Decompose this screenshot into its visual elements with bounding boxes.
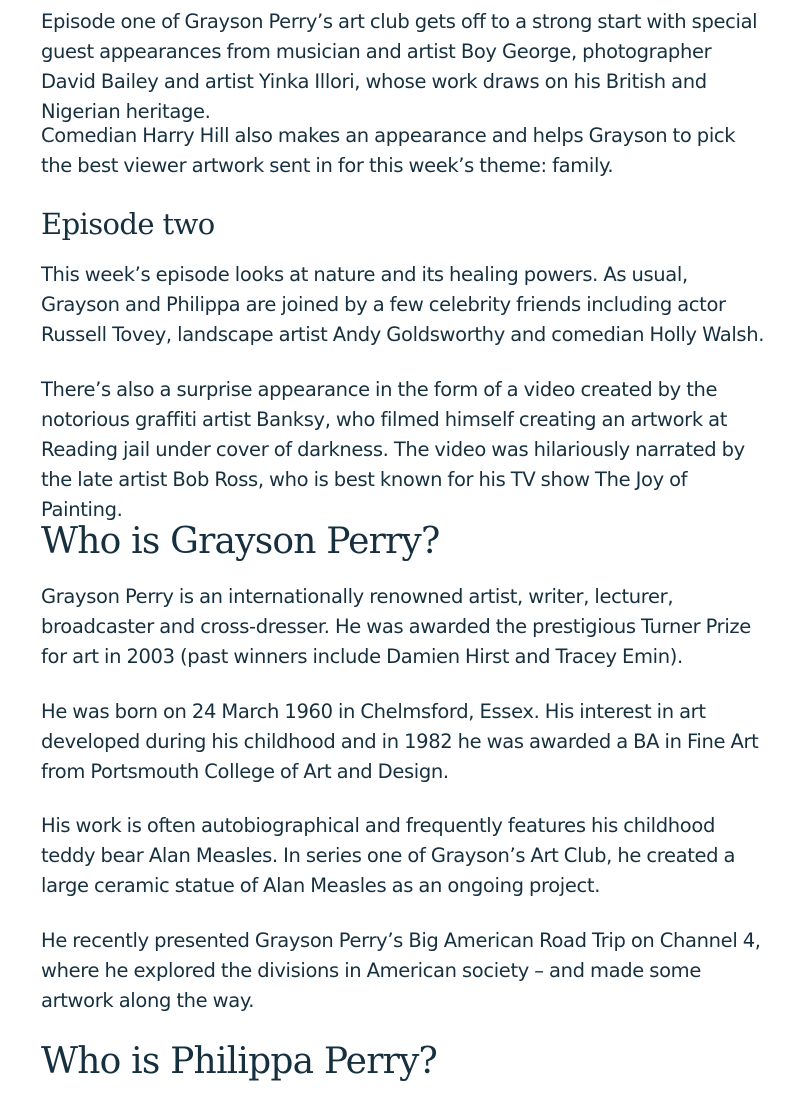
grayson-paragraph-bio: Grayson Perry is an internationally renowned artist, writer, lecturer, broadcaster and cross-dresser. He was awarded the prestigious Turner Prize for art in 2003 (past winners include Damien Hirst and Tracey Emin). — [41, 585, 751, 668]
episode-two-heading: Episode two — [41, 207, 215, 241]
episode-two-paragraph-banksy: There’s also a surprise appearance in the form of a video created by the notorious graffiti artist Banksy, who filmed himself creating an artwork at Reading jail under cover of darkness. The video was hilariously narrated by the late artist Bob Ross, who is best known for his TV show The Joy of Painting. — [41, 378, 745, 521]
grayson-paragraph-alan-measles: His work is often autobiographical and frequently features his childhood teddy bear Alan Measles. In series one of Grayson’s Art Club, he created a large ceramic statue of Alan Measles as an ongoing project. — [41, 814, 736, 897]
philippa-perry-heading: Who is Philippa Perry? — [41, 1041, 438, 1082]
grayson-perry-heading: Who is Grayson Perry? — [41, 521, 440, 562]
grayson-paragraph-road-trip: He recently presented Grayson Perry’s Big American Road Trip on Channel 4, where he explored the divisions in American society – and made some artwork along the way. — [41, 929, 761, 1012]
grayson-paragraph-born: He was born on 24 March 1960 in Chelmsford, Essex. His interest in art developed during his childhood and in 1982 he was awarded a BA in Fine Art from Portsmouth College of Art and Design. — [41, 700, 759, 783]
intro-paragraph-episode-one: Episode one of Grayson Perry’s art club gets off to a strong start with special guest appearances from musician and artist Boy George, photographer David Bailey and artist Yinka Illori, whose work draws on his British and Nigerian heritage. — [41, 10, 758, 123]
intro-paragraph-harry-hill: Comedian Harry Hill also makes an appearance and helps Grayson to pick the best viewer artwork sent in for this week’s theme: family. — [41, 124, 736, 177]
episode-two-paragraph-nature: This week’s episode looks at nature and its healing powers. As usual, Grayson and Philippa are joined by a few celebrity friends including actor Russell Tovey, landscape artist Andy Goldsworthy and comedian Holly Walsh. — [41, 263, 765, 346]
